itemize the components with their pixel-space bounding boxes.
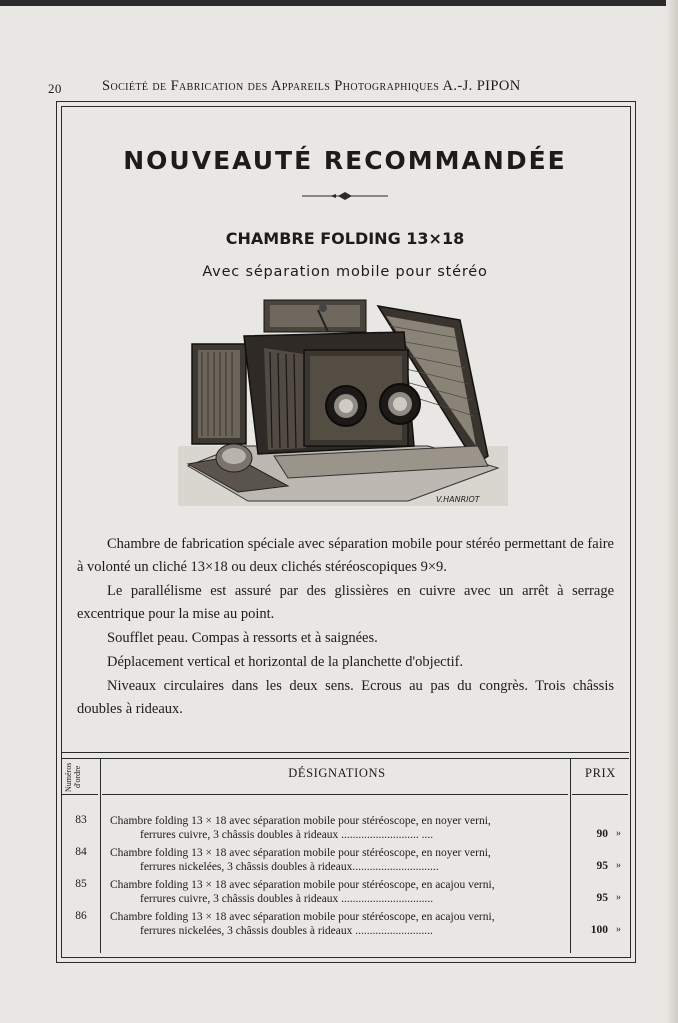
row-designation [110, 910, 568, 938]
description [77, 533, 614, 722]
row-designation [110, 878, 568, 906]
header-prix: PRIX [585, 766, 616, 780]
header-rule [62, 794, 98, 795]
header-designations: DÉSIGNATIONS [288, 766, 386, 780]
engraver-signature: V.HANRIOT [436, 495, 480, 504]
price-table [62, 758, 628, 956]
row-number: 85 [75, 878, 87, 890]
designation-line1: Chambre folding 13 × 18 avec séparation mobile pour stéréoscope, en noyer verni, [110, 815, 491, 827]
row-number: 86 [75, 910, 87, 922]
description-paragraph: Niveaux circulaires dans les deux sens. Ecrous au pas du congrès. Trois châssis doubles à rideaux. [77, 678, 614, 717]
page-right-shadow [666, 0, 678, 1023]
description-paragraph: Le parallélisme est assuré par des glissières en cuivre avec un arrêt à serrage excentrique pour la mise au point. [77, 583, 614, 622]
table-row [62, 910, 628, 942]
designation-line2: ferrures nickelées, 3 châssis doubles à rideaux.............................. [140, 861, 439, 873]
page-number: 20 [48, 81, 62, 96]
row-price: 90 [596, 828, 608, 840]
table-row [62, 814, 628, 846]
ornament-divider-icon [302, 190, 388, 202]
product-subtitle: Avec séparation mobile pour stéréo [202, 264, 488, 280]
headline: NOUVEAUTÉ RECOMMANDÉE [123, 146, 567, 175]
row-designation [110, 814, 568, 842]
row-price: 95 [596, 860, 608, 872]
row-designation [110, 846, 568, 874]
page-top-edge [0, 0, 678, 6]
price-suffix: » [616, 892, 621, 903]
running-head [46, 77, 646, 99]
description-paragraph: Déplacement vertical et horizontal de la planchette d'objectif. [107, 654, 464, 670]
designation-line2: ferrures cuivre, 3 châssis doubles à rideaux ........................... .... [140, 829, 434, 841]
price-suffix: » [616, 828, 621, 839]
price-suffix: » [616, 924, 621, 935]
company-name: Société de Fabrication des Appareils Photographiques A.-J. PIPON [102, 78, 521, 94]
product-title: CHAMBRE FOLDING 13×18 [225, 229, 465, 248]
row-number: 83 [75, 814, 87, 826]
table-row [62, 846, 628, 878]
table-row [62, 878, 628, 910]
header-numero: Numéros d'ordre [64, 762, 82, 792]
description-paragraph: Chambre de fabrication spéciale avec séparation mobile pour stéréo permettant de faire à volonté un cliché 13×18 ou deux clichés stéréoscopiques 9×9. [77, 536, 614, 575]
description-paragraph: Soufflet peau. Compas à ressorts et à saignées. [107, 630, 378, 646]
row-price: 100 [590, 924, 608, 936]
designation-line2: ferrures nickelées, 3 châssis doubles à rideaux ........................... [140, 925, 433, 937]
designation-line1: Chambre folding 13 × 18 avec séparation mobile pour stéréoscope, en noyer verni, [110, 847, 491, 859]
header-rule [102, 794, 568, 795]
header-rule [572, 794, 628, 795]
row-number: 84 [75, 846, 87, 858]
designation-line1: Chambre folding 13 × 18 avec séparation mobile pour stéréoscope, en acajou verni, [110, 879, 495, 891]
price-suffix: » [616, 860, 621, 871]
row-price: 95 [596, 892, 608, 904]
stereo-camera-illustration [178, 296, 508, 511]
designation-line2: ferrures cuivre, 3 châssis doubles à rideaux ................................ [140, 893, 434, 905]
designation-line1: Chambre folding 13 × 18 avec séparation mobile pour stéréoscope, en acajou verni, [110, 911, 495, 923]
